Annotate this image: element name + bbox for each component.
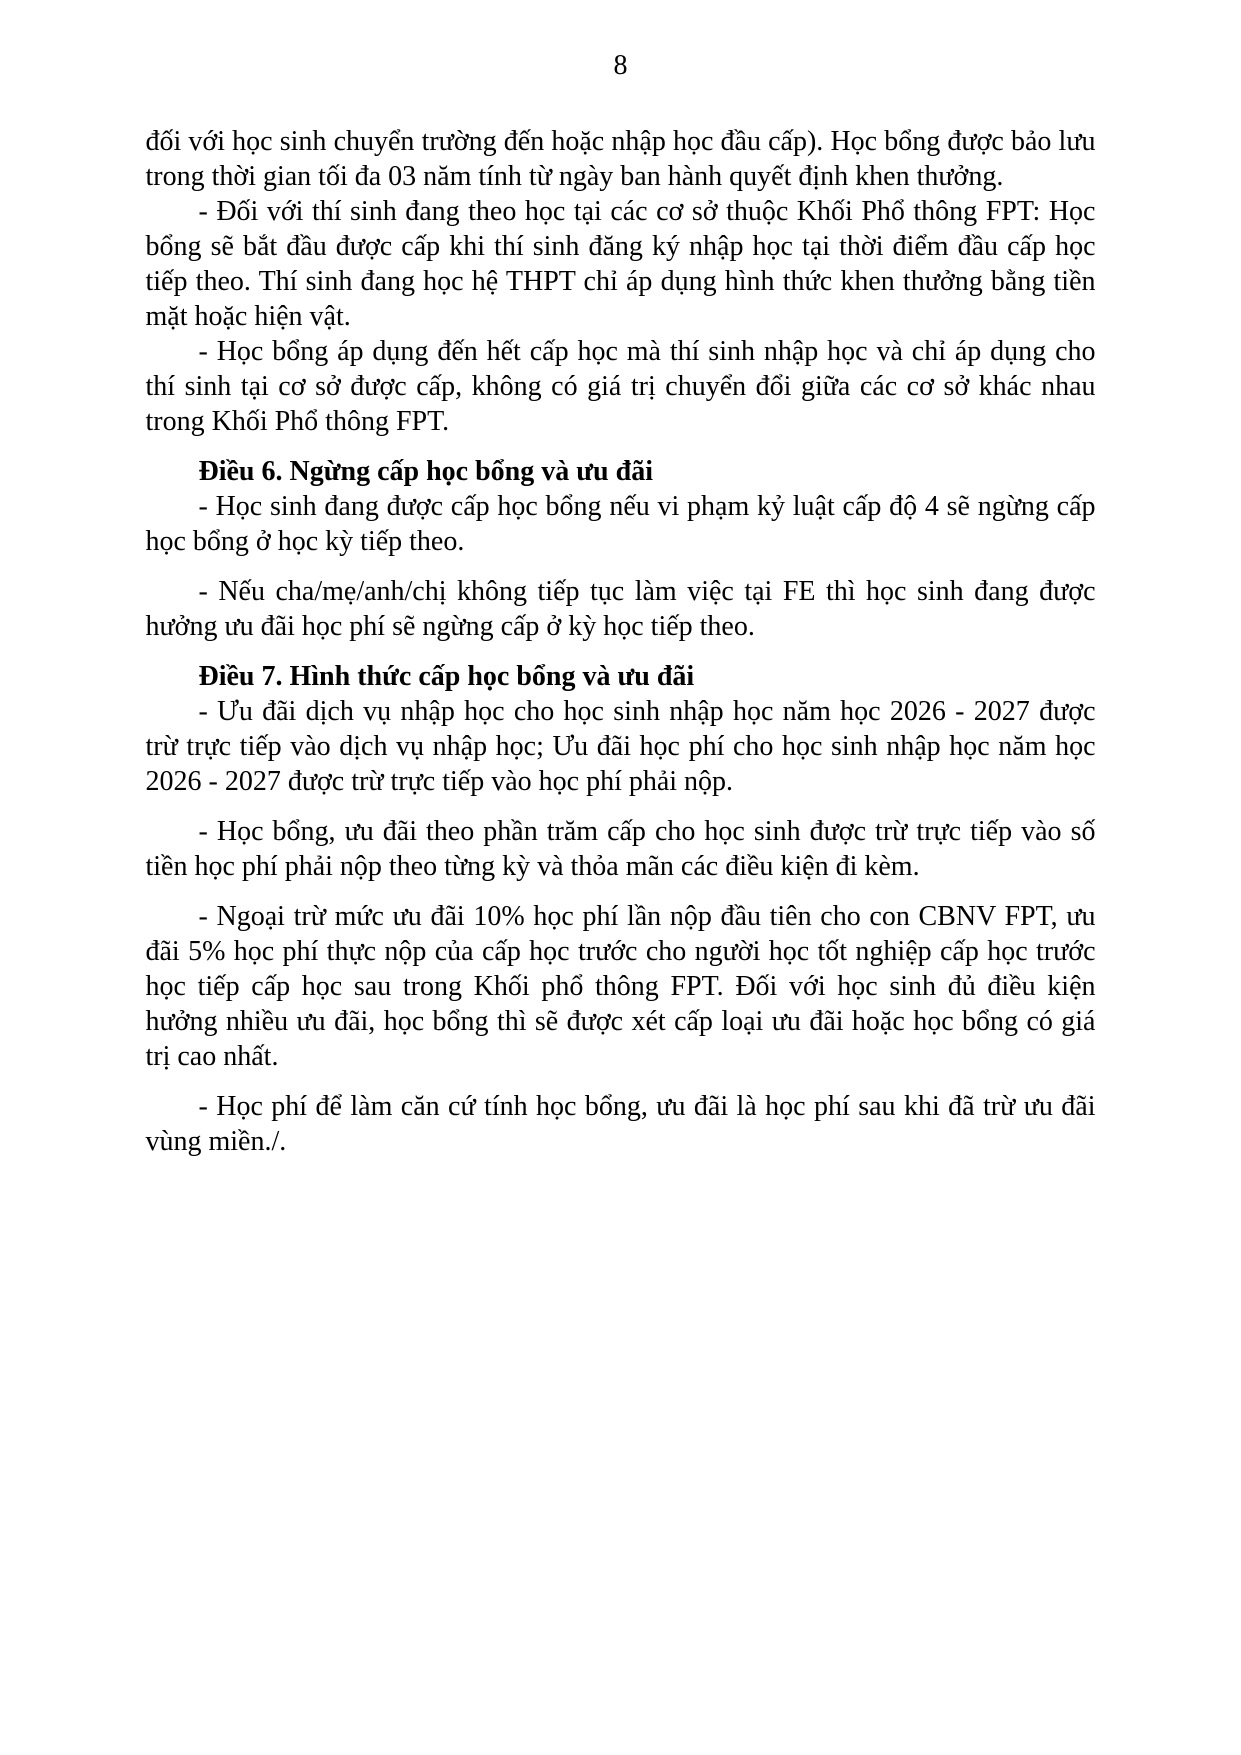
list-paragraph-admission-discount: - Ưu đãi dịch vụ nhập học cho học sinh nhập học năm học 2026 - 2027 được trừ trực tiếp vào dịch vụ nhập học; Ưu đãi học phí cho học sinh nhập học năm học 2026 - 2027 được trừ trực tiếp vào học phí phải nộp. xyxy=(145,696,1096,797)
list-paragraph-current-students: - Đối với thí sinh đang theo học tại các cơ sở thuộc Khối Phổ thông FPT: Học bổng sẽ bắt đầu được cấp khi thí sinh đăng ký nhập học tại thời điểm đầu cấp học tiếp theo. Thí sinh đang học hệ THPT chỉ áp dụng hình thức khen thưởng bằng tiền mặt hoặc hiện vật. xyxy=(145,196,1096,332)
list-paragraph-scholarship-scope: - Học bổng áp dụng đến hết cấp học mà thí sinh nhập học và chỉ áp dụng cho thí sinh tại cơ sở được cấp, không có giá trị chuyển đổi giữa các cơ sở khác nhau trong Khối Phổ thông FPT. xyxy=(145,336,1096,437)
page-number: 8 xyxy=(613,50,628,81)
list-paragraph-tuition-basis: - Học phí để làm căn cứ tính học bổng, ưu đãi là học phí sau khi đã trừ ưu đãi vùng miền./. xyxy=(145,1091,1096,1157)
paragraph-continuation-scholarship-reserve: đối với học sinh chuyển trường đến hoặc nhập học đầu cấp). Học bổng được bảo lưu trong thời gian tối đa 03 năm tính từ ngày ban hành quyết định khen thưởng. xyxy=(145,126,1096,192)
list-paragraph-exceptions: - Ngoại trừ mức ưu đãi 10% học phí lần nộp đầu tiên cho con CBNV FPT, ưu đãi 5% học phí thực nộp của cấp học trước cho người học tốt nghiệp cấp học trước học tiếp cấp học sau trong Khối phổ thông FPT. Đối với học sinh đủ điều kiện hưởng nhiều ưu đãi, học bổng thì sẽ được xét cấp loại ưu đãi hoặc học bổng có giá trị cao nhất. xyxy=(145,901,1096,1072)
list-paragraph-discipline-stop: - Học sinh đang được cấp học bổng nếu vi phạm kỷ luật cấp độ 4 sẽ ngừng cấp học bổng ở học kỳ tiếp theo. xyxy=(145,491,1096,557)
section-heading-dieu-7: Điều 7. Hình thức cấp học bổng và ưu đãi xyxy=(198,661,695,692)
document-body xyxy=(146,124,1096,1159)
list-paragraph-percentage-deduction: - Học bổng, ưu đãi theo phần trăm cấp cho học sinh được trừ trực tiếp vào số tiền học phí phải nộp theo từng kỳ và thỏa mãn các điều kiện đi kèm. xyxy=(145,816,1096,882)
list-paragraph-fe-employment-stop: - Nếu cha/mẹ/anh/chị không tiếp tục làm việc tại FE thì học sinh đang được hưởng ưu đãi học phí sẽ ngừng cấp ở kỳ học tiếp theo. xyxy=(145,576,1096,642)
section-heading-dieu-6: Điều 6. Ngừng cấp học bổng và ưu đãi xyxy=(198,456,653,487)
